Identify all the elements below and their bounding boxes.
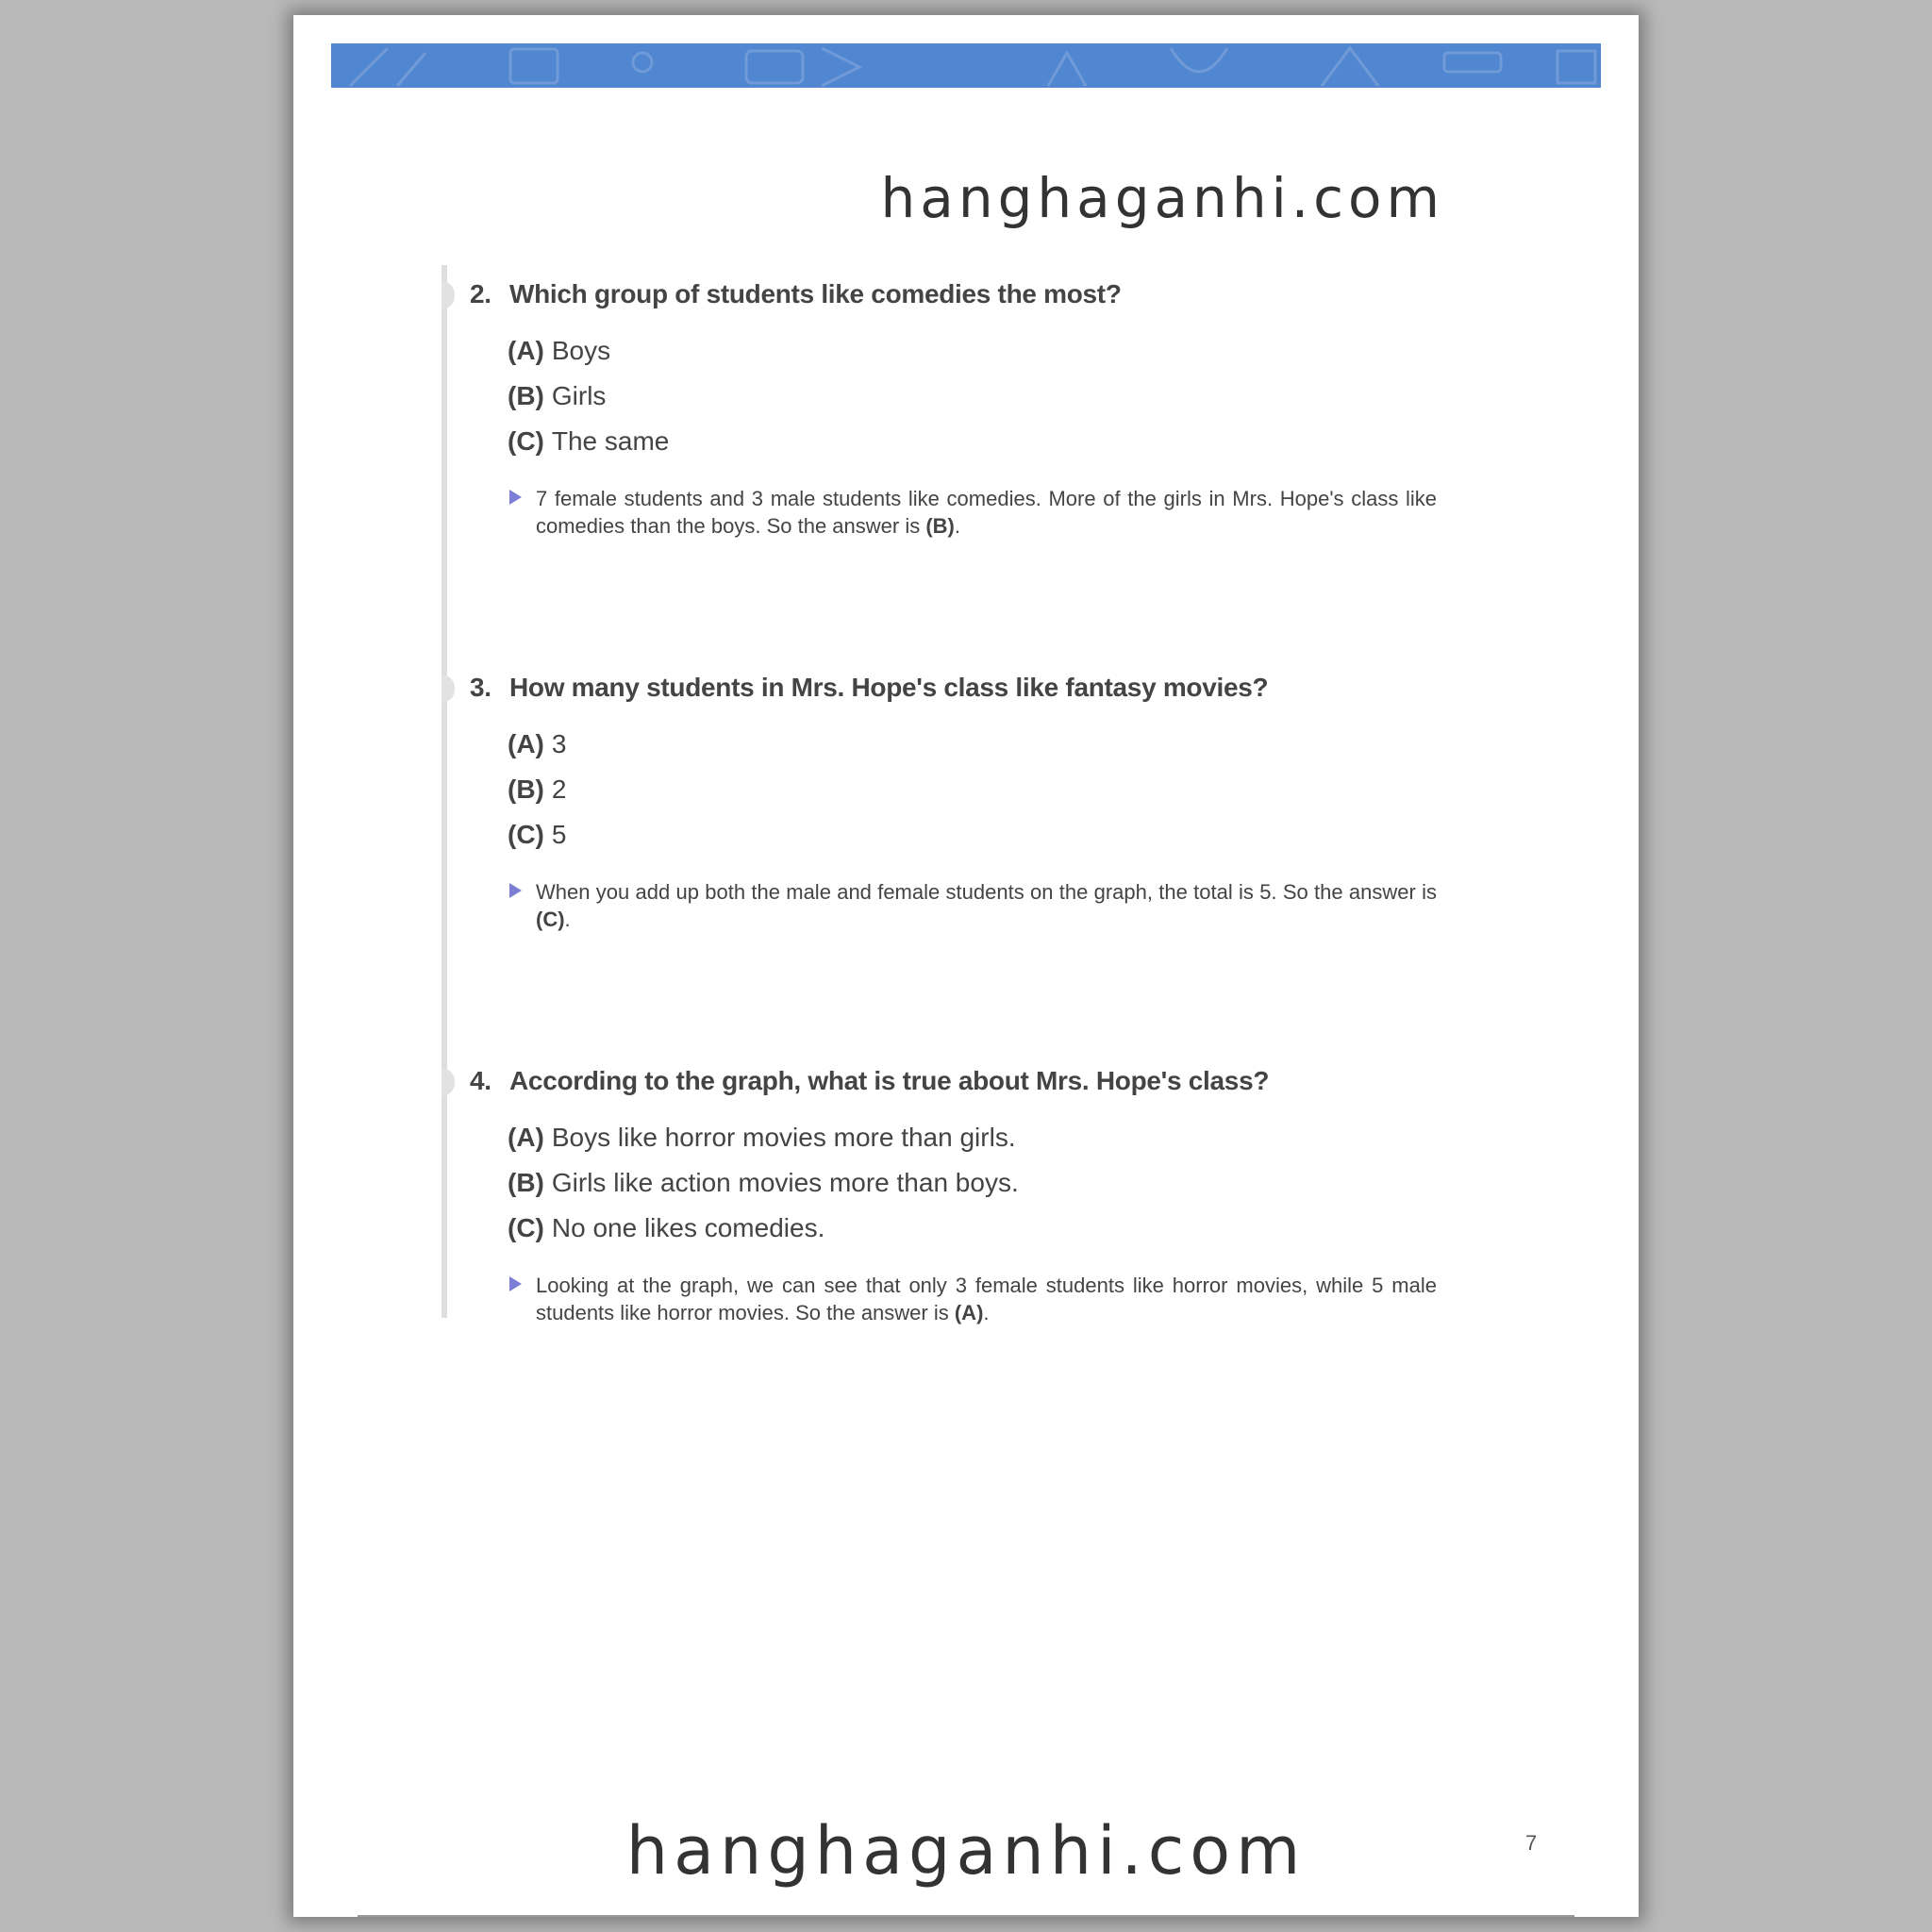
header-banner <box>331 43 1601 88</box>
option-c: (C) No one likes comedies. <box>508 1213 825 1242</box>
triangle-bullet-icon <box>509 883 522 898</box>
option-c: (C) 5 <box>508 820 567 849</box>
question-4 <box>470 1066 1507 1326</box>
option-a: (A) Boys like horror movies more than girls. <box>508 1123 1016 1152</box>
triangle-bullet-icon <box>509 490 522 505</box>
option-a: (A) 3 <box>508 729 567 758</box>
question-title: 3. How many students in Mrs. Hope's class like fantasy movies? <box>470 673 1269 702</box>
watermark-bottom: hanghaganhi.com <box>625 1812 1307 1890</box>
question-marker <box>441 675 455 703</box>
question-marker <box>441 281 455 309</box>
option-a: (A) Boys <box>508 336 611 365</box>
question-title: 2. Which group of students like comedies the most? <box>470 279 1122 308</box>
explanation: When you add up both the male and female students on the graph, the total is 5. So the answer is (C). <box>536 878 1437 933</box>
question-marker <box>441 1068 455 1096</box>
question-title: 4. According to the graph, what is true about Mrs. Hope's class? <box>470 1066 1270 1095</box>
watermark-top: hanghaganhi.com <box>880 166 1444 230</box>
explanation: 7 female students and 3 male students like comedies. More of the girls in Mrs. Hope's class like comedies than the boys. So the answer is (B). <box>536 485 1437 540</box>
document-page <box>293 15 1639 1917</box>
option-c: (C) The same <box>508 426 670 456</box>
banner-pattern-icon <box>331 43 1601 88</box>
option-b: (B) Girls like action movies more than boys. <box>508 1168 1019 1197</box>
question-2 <box>470 279 1507 540</box>
page-number: 7 <box>1525 1831 1538 1855</box>
section-divider <box>441 265 447 1318</box>
question-3 <box>470 673 1507 933</box>
triangle-bullet-icon <box>509 1276 522 1291</box>
option-b: (B) 2 <box>508 774 567 804</box>
option-b: (B) Girls <box>508 381 607 410</box>
explanation: Looking at the graph, we can see that only 3 female students like horror movies, while 5 male students like horror movies. So the answer is (A). <box>536 1272 1437 1326</box>
footer-rule <box>358 1915 1574 1917</box>
